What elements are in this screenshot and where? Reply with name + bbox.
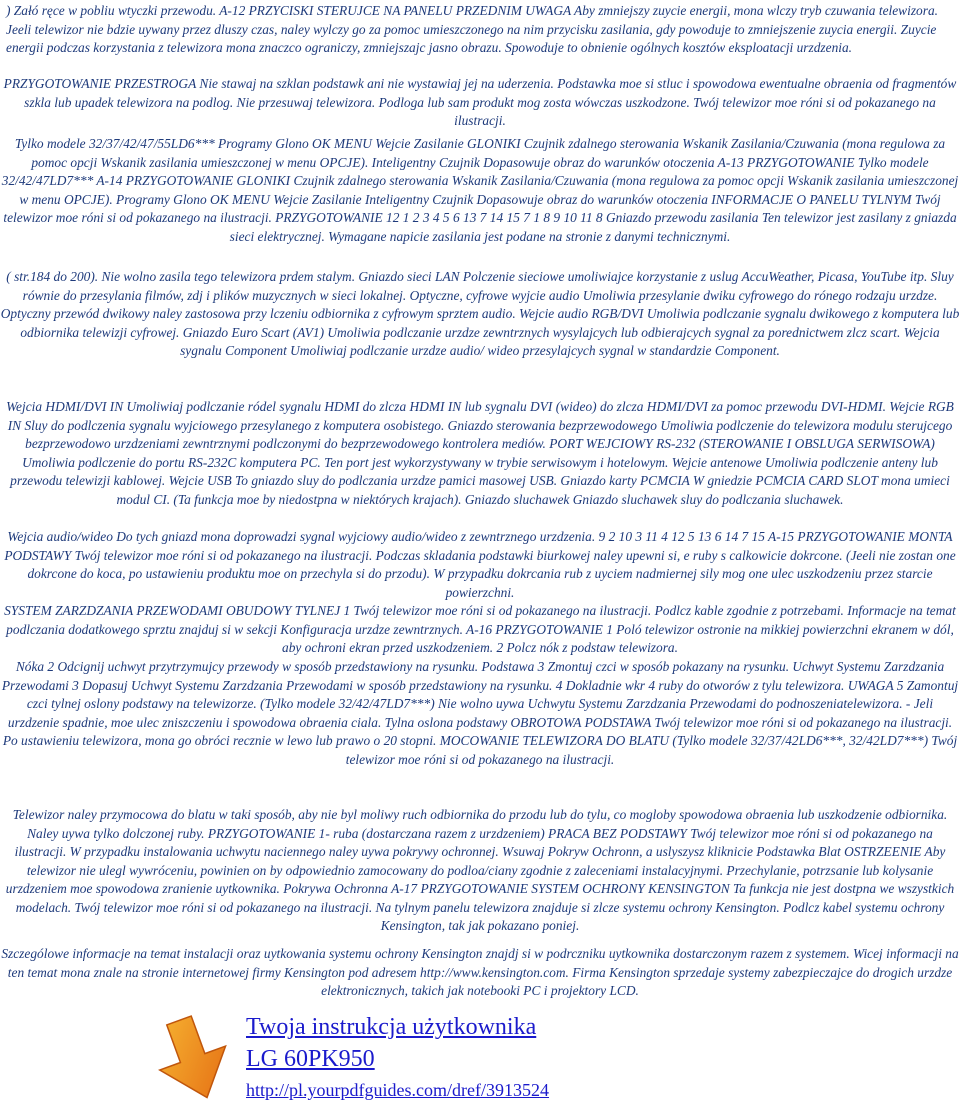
paragraph-3: Tylko modele 32/37/42/47/55LD6*** Programy Glono OK MENU Wejcie Zasilanie GLONIKI Czujnik zdalnego sterowania Wskanik Zasilania/Czuwania (mona regulowa za pomoc opcji Wskanik zasilania umieszczonej w menu OPCJE). Inteligentny Czujnik Dopasowuje obraz do warunków otoczenia A-13 PRZYGOTOWANIE Tylko modele 32/42/47LD7*** A-14 PRZYGOTOWANIE GLONIKI Czujnik zdalnego sterowania Wskanik Zasilania/Czuwania (mona regulowa za pomoc opcji Wskanik zasilania umieszczonej w menu OPCJE). Programy Glono OK MENU Wejcie Zasilanie Inteligentny Czujnik Dopasowuje obraz do warunków otoczenia INFORMACJE O PANELU TYLNYM Twój telewizor moe róni si od pokazanego na ilustracji. PRZYGOTOWANIE 12 1 2 3 4 5 6 13 7 14 15 7 1 8 9 10 11 8 Gniazdo przewodu zasilania Ten telewizor jest zasilany z gniazda sieci elektrycznej. Wymagane napicie zasilania jest podane na stronie z danymi technicznymi. <box>1 136 959 244</box>
guide-footer <box>150 1010 850 1110</box>
paragraph-7: SYSTEM ZARZDZANIA PRZEWODAMI OBUDOWY TYLNEJ 1 Twój telewizor moe róni si od pokazanego na ilustracji. Podlcz kable zgodnie z potrzebami. Informacje na temat podlczania dodatkowego sprztu znajduj si w sekcji Konfiguracja urzdze zewntrznych. A-16 PRZYGOTOWANIE 1 Poló telewizor ostronie na mikkiej powierzchni ekranem w dól, aby ochroni ekran przed uszkodzeniem. 2 Polcz nók z podstaw telewizora. <box>4 603 956 655</box>
paragraph-8: Nóka 2 Odcignij uchwyt przytrzymujcy przewody w sposób przedstawiony na rysunku. Podstawa 3 Zmontuj czci w sposób pokazany na rysunku. Uchwyt Systemu Zarzdzania Przewodami 3 Dopasuj Uchwyt Systemu Zarzdzania Przewodami w sposób przedstawiony na rysunku. 4 Dokladnie wkr 4 ruby do otworów z tylu telewizora. UWAGA 5 Zamontuj czci tylnej oslony podstawy na telewizorze. (Tylko modele 32/42/47LD7***) Nie wolno uywa Uchwytu Systemu Zarzdzania Przewodami do podnoszeniatelewizora. - Jeli urzdzenie spadnie, moe ulec zniszczeniu i spowodowa obraenia ciala. Tylna oslona podstawy OBROTOWA PODSTAWA Twój telewizor moe róni si od pokazanego na ilustracji. Po ustawieniu telewizora, mona go obróci recznie w lewo lub prawo o 20 stopni. MOCOWANIE TELEWIZORA DO BLATU (Tylko modele 32/37/42LD6***, 32/42LD7***) Twój telewizor moe róni si od pokazanego na ilustracji. <box>1 659 959 767</box>
paragraph-9: Telewizor naley przymocowa do blatu w taki sposób, aby nie byl moliwy ruch odbiornika do przodu lub do tylu, co mogloby spowodowa obraenia lub uszkodzenie odbiornika. Naley uywa tylko dolczonej ruby. PRZYGOTOWANIE 1- ruba (dostarczana razem z urzdzeniem) PRACA BEZ PODSTAWY Twój telewizor moe róni si od pokazanego na ilustracji. W przypadku instalowania uchwytu naciennego naley uywa pokrywy ochronnej. Wsuwaj Pokryw Ochronn, a uslyszysz kliknicie Podstawka Blat OSTRZEENIE Aby telewizor nie ulegl wywróceniu, powinien on by odpowiednio zamocowany do podloa/ciany zgodnie z zaleceniami instalacyjnymi. Przechylanie, potrzsanie lub kolysanie urzdzeniem moe spowodowa zranienie uytkownika. Pokrywa Ochronna A-17 PRZYGOTOWANIE SYSTEM OCHRONY KENSINGTON Ta funkcja nie jest dostpna we wszystkich modelach. Twój telewizor moe róni si od pokazanego na ilustracji. Na tylnym panelu telewizora znajduje si zlcze systemu ochrony Kensington. Podlcz kabel systemu ochrony Kensington, tak jak pokazano poniej. <box>5 807 955 933</box>
paragraph-10: Szczególowe informacje na temat instalacji oraz uytkowania systemu ochrony Kensington znajdj si w podrczniku uytkownika dostarczonym razem z systemem. Wicej informacji na ten temat mona znale na stronie internetowej firmy Kensington pod adresem http://www.kensington.com. Firma Kensington sprzedaje systemy zabezpieczajce do drogich urzdze elektronicznych, takich jak notebooki PC i projektory LCD. <box>1 946 959 998</box>
paragraph-4: ( str.184 do 200). Nie wolno zasila tego telewizora prdem stalym. Gniazdo sieci LAN Polczenie sieciowe umoliwiajce korzystanie z uslug AccuWeather, Picasa, YouTube itp. Sluy równie do przesylania filmów, zdj i plików muzycznych w sieci lokalnej. Optyczne, cyfrowe wyjcie audio Umoliwia przesylanie dwiku cyfrowego do rónego rodzaju urzdze. Optyczny przewód dwikowy naley zastosowa przy lczeniu odbiornika z cyfrowym sprztem audio. Wejcie audio RGB/DVI Umoliwia podlczanie sygnalu dwikowego z komputera lub odbiornika telewizji cyfrowej. Gniazdo Euro Scart (AV1) Umoliwia podlczanie urzdze zewntrznych wysylajcych lub odbierajcych sygnal za porednictwem zlcz scart. Wejcia sygnalu Component Umoliwiaj podlczanie urzdze audio/ wideo przesylajcych sygnal w standardzie Component. <box>0 269 960 358</box>
user-guide-link[interactable]: Twoja instrukcja użytkownika <box>246 1014 537 1040</box>
paragraph-1: ) Załó ręce w pobliu wtyczki przewodu. A-12 PRZYCISKI STERUJCE NA PANELU PRZEDNIM UWAGA Aby zmniejszy zuycie energii, mona wlczy tryb czuwania telewizora. Jeeli telewizor nie bdzie uywany przez dluszy czas, naley wylczy go za pomoc umieszczonego na nim przycisku zasilania, gdy powoduje to zmniejszenie zuycia energii. Zuycie energii podczas korzystania z telewizora mona znaczco ograniczy, zmniejszajc jasno obrazu. Spowoduje to obnienie ogólnych kosztów eksploatacji urzdzenia. <box>6 3 938 55</box>
arrow-logo-icon <box>150 1014 236 1104</box>
paragraph-6: Wejcia audio/wideo Do tych gniazd mona doprowadzi sygnal wyjciowy audio/wideo z zewntrznego urzdzenia. 9 2 10 3 11 4 12 5 13 6 14 7 15 A-15 PRZYGOTOWANIE MONTA PODSTAWY Twój telewizor moe róni si od pokazanego na ilustracji. Podczas skladania podstawki biurkowej naley upewni si, e ruby s calkowicie dokrcone. (Jeeli nie zostan one dokrcone do koca, po ustawieniu produktu moe on przechyla si do przodu). W przypadku dokrcania rub z uyciem nadmiernej sily mog one ulec uszkodzeniu przez starcie powierzchni. <box>4 529 956 600</box>
model-link[interactable]: LG 60PK950 <box>246 1046 375 1072</box>
guide-url-link[interactable]: http://pl.yourpdfguides.com/dref/3913524 <box>246 1080 549 1100</box>
paragraph-2: PRZYGOTOWANIE PRZESTROGA Nie stawaj na szklan podstawk ani nie wystawiaj jej na uderzenia. Podstawka moe si stluc i spowodowa ewentualne obraenia od fragmentów szkla lub upadek telewizora na podlog. Nie przesuwaj telewizora. Podloga lub sam produkt mog zosta wówczas uszkodzone. Twój telewizor moe róni si od pokazanego na ilustracji. <box>3 76 957 128</box>
paragraph-5: Wejcia HDMI/DVI IN Umoliwiaj podlczanie ródel sygnalu HDMI do zlcza HDMI IN lub sygnalu DVI (wideo) do zlcza HDMI/DVI za pomoc przewodu DVI-HDMI. Wejcie RGB IN Sluy do podlczenia sygnalu wyjciowego przesylanego z komputera osobistego. Gniazdo sterowania bezprzewodowego Umoliwia podlczenie do telewizora modulu sterujcego bezprzewodowo urzdzeniami zewntrznymi podlczonymi do bezprzewodowego kontrolera mediów. PORT WEJCIOWY RS-232 (STEROWANIE I OBSLUGA SERWISOWA) Umoliwia podlczenie do portu RS-232C komputera PC. Ten port jest wykorzystywany w trybie serwisowym i hotelowym. Wejcie antenowe Umoliwia podlczenie anteny lub przewodu telewizji kablowej. Wejcie USB To gniazdo sluy do podlczania urzdze pamici masowej USB. Gniazdo karty PCMCIA W gniedzie PCMCIA CARD SLOT mona umieci modul CI. (Ta funkcja moe by niedostpna w niektórych krajach). Gniazdo sluchawek Gniazdo sluchawek sluy do podlczania sluchawek. <box>6 399 954 507</box>
